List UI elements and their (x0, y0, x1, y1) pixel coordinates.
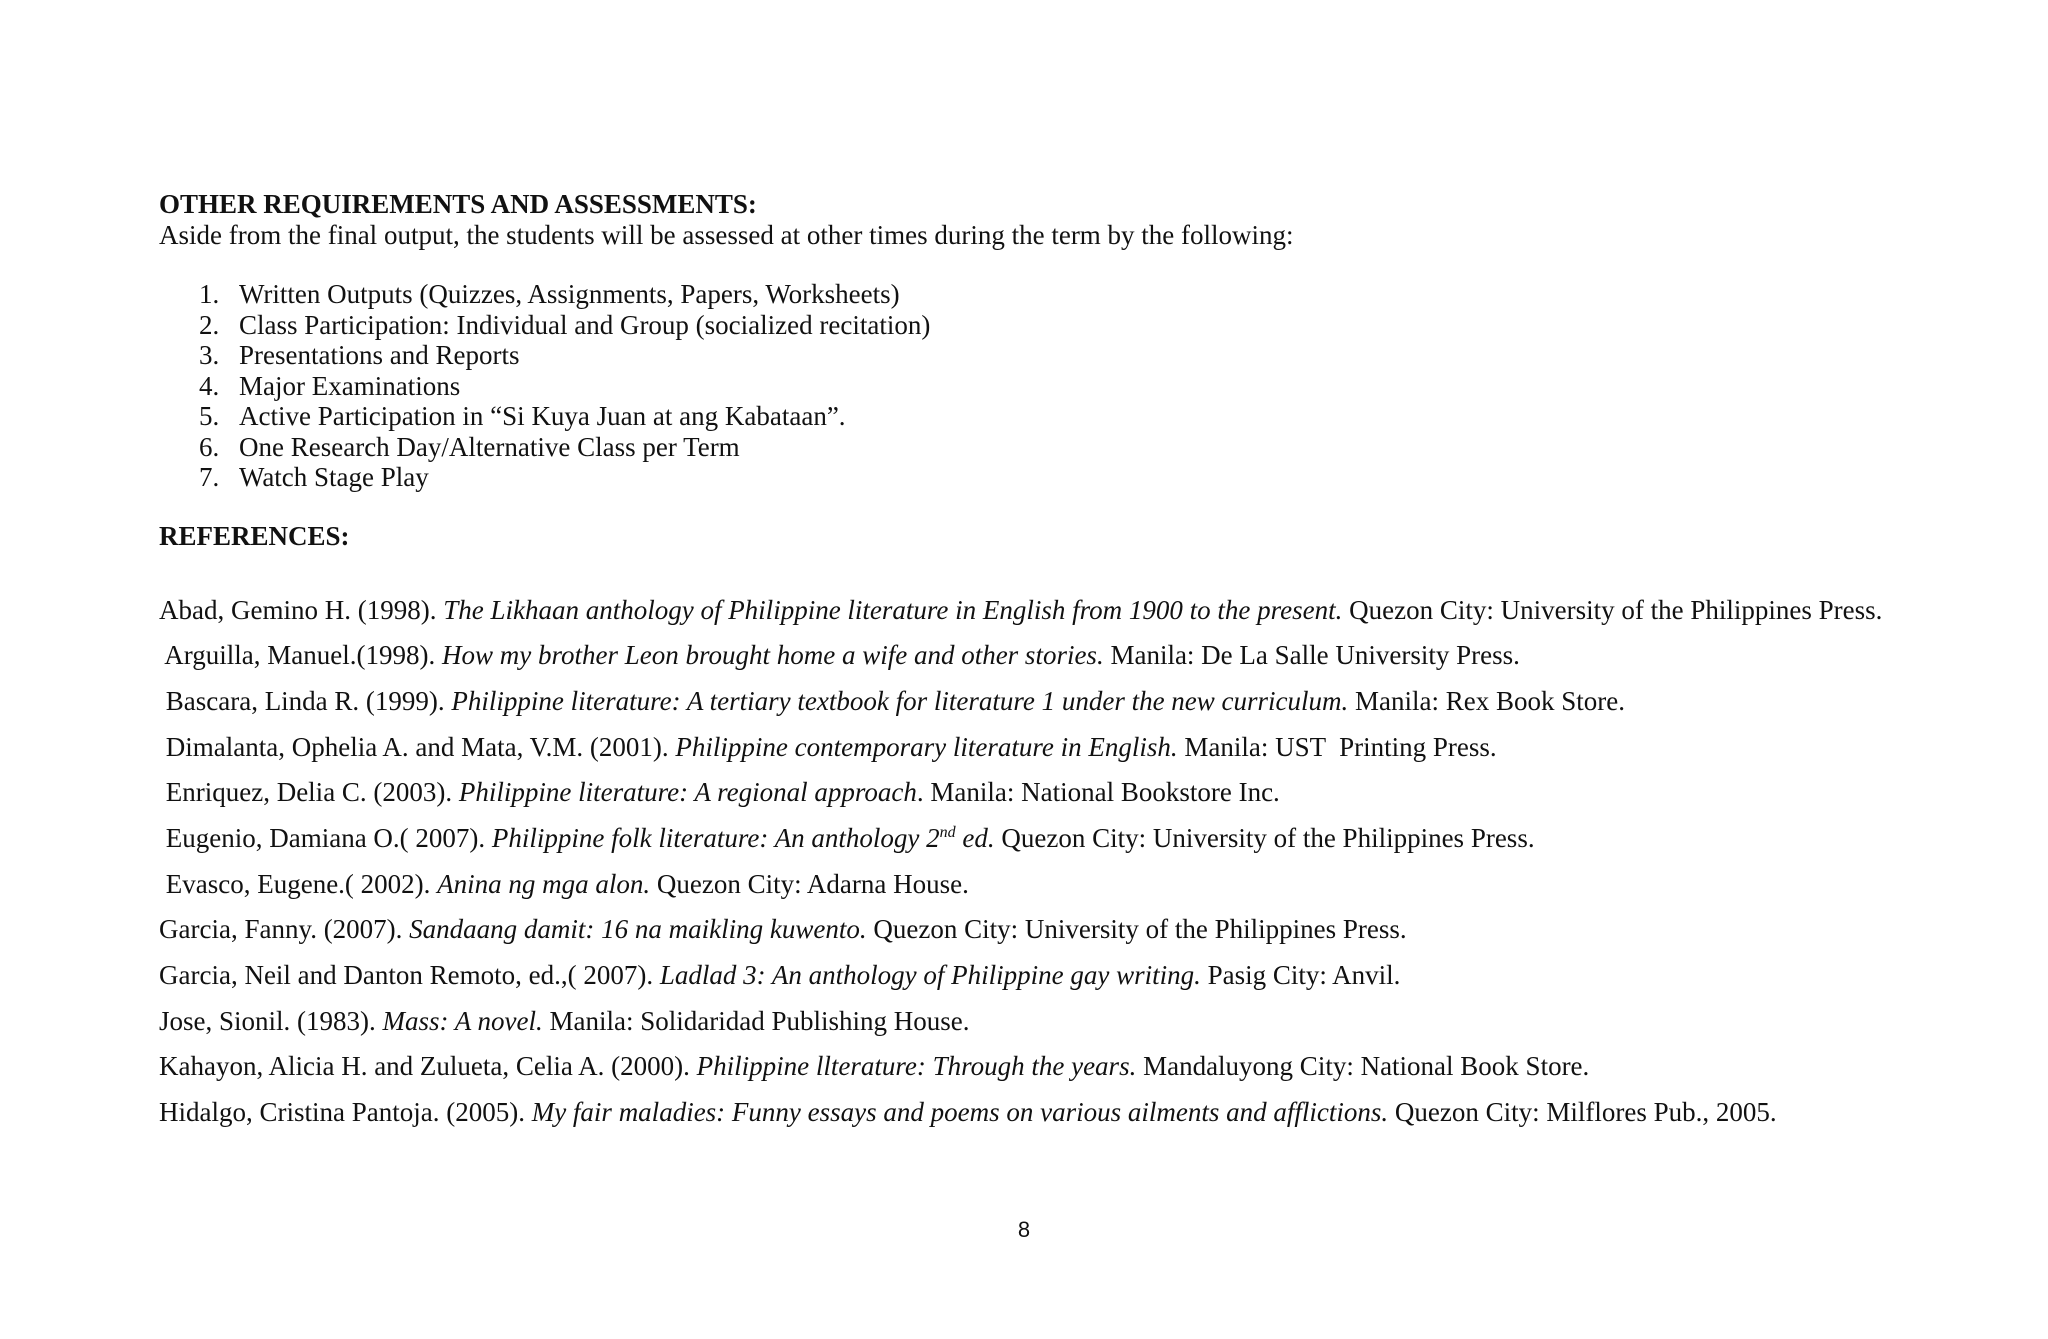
reference-item (159, 777, 1999, 823)
requirements-list (159, 279, 1999, 493)
reference-title: Philippine llterature: Through the years. (696, 1051, 1137, 1082)
reference-title-superscript: nd (939, 823, 956, 841)
reference-item (159, 914, 1999, 960)
reference-item (159, 732, 1999, 778)
reference-author: Enriquez, Delia C. (2003). (165, 777, 459, 808)
reference-author: Jose, Sionil. (1983). (159, 1005, 383, 1036)
requirements-heading: OTHER REQUIREMENTS AND ASSESSMENTS: (159, 189, 757, 219)
document-page (159, 189, 1999, 1143)
reference-title: Philippine folk literature: An anthology 2 (491, 822, 940, 853)
reference-item (159, 960, 1999, 1006)
reference-title: Sandaang damit: 16 na maikling kuwento. (409, 914, 867, 945)
reference-title: My fair maladies: Funny essays and poems on various ailments and afflictions. (531, 1097, 1389, 1128)
reference-publisher: . Manila: National Bookstore Inc. (916, 777, 1280, 808)
reference-publisher: Pasig City: Anvil. (1200, 960, 1401, 990)
list-item-text: Active Participation in “Si Kuya Juan at ang Kabataan”. (239, 401, 846, 431)
reference-indent (159, 777, 166, 807)
reference-author: Kahayon, Alicia H. and Zulueta, Celia A. (2000). (159, 1051, 697, 1082)
reference-publisher: Manila: De La Salle University Press. (1103, 640, 1520, 671)
reference-author: Arguilla, Manuel.(1998). (164, 640, 442, 671)
list-item-number: 2. (199, 309, 220, 340)
list-item-text: Written Outputs (Quizzes, Assignments, Papers, Worksheets) (239, 279, 900, 309)
reference-title: Philippine contemporary literature in English. (675, 731, 1178, 762)
list-item-number: 1. (199, 279, 220, 309)
reference-author: Bascara, Linda R. (1999). (165, 685, 452, 716)
reference-title: How my brother Leon brought home a wife and other stories. (441, 640, 1104, 671)
reference-item (159, 1097, 1999, 1143)
references-list (159, 595, 1999, 1143)
reference-author: Abad, Gemino H. (1998). (159, 594, 444, 625)
reference-item (159, 595, 1999, 641)
list-item (159, 462, 1999, 493)
list-item-text: Watch Stage Play (239, 462, 429, 492)
list-item (159, 401, 1999, 432)
list-item-number: 6. (199, 431, 220, 462)
reference-publisher: Quezon City: Adarna House. (650, 868, 969, 899)
reference-item (159, 640, 1999, 686)
reference-title: The Likhaan anthology of Philippine literature in English from 1900 to the present. (443, 594, 1343, 625)
reference-author: Hidalgo, Cristina Pantoja. (2005). (159, 1097, 532, 1128)
reference-author: Garcia, Fanny. (2007). (159, 914, 410, 945)
reference-indent (159, 869, 166, 899)
references-heading: REFERENCES: (159, 520, 350, 551)
reference-author: Eugenio, Damiana O.( 2007). (165, 822, 492, 853)
list-item-number: 4. (199, 370, 220, 401)
reference-publisher: Manila: Rex Book Store. (1348, 685, 1626, 716)
list-item-number: 7. (199, 462, 220, 492)
reference-author: Garcia, Neil and Danton Remoto, ed.,( 2007). (159, 960, 660, 990)
list-item-number: 5. (199, 401, 220, 431)
list-item (159, 371, 1999, 402)
reference-item (159, 869, 1999, 915)
reference-publisher: Quezon City: Milflores Pub., 2005. (1388, 1097, 1777, 1128)
reference-title: Philippine literature: A tertiary textbook for literature 1 under the new curriculum. (451, 685, 1349, 716)
list-item (159, 340, 1999, 371)
reference-item (159, 1051, 1999, 1097)
reference-author: Evasco, Eugene.( 2002). (165, 868, 438, 899)
requirements-intro: Aside from the final output, the students will be assessed at other times during the term by the following: (159, 220, 1294, 250)
reference-title: Anina ng mga alon. (437, 868, 651, 899)
reference-title: Philippine literature: A regional approach (458, 777, 917, 808)
reference-title: Ladlad 3: An anthology of Philippine gay writing. (659, 960, 1201, 990)
reference-title: Mass: A novel. (382, 1005, 543, 1036)
reference-indent (159, 732, 166, 762)
list-item-text: Major Examinations (239, 370, 461, 401)
page-number: 8 (1017, 1217, 1031, 1242)
reference-publisher: Manila: UST Printing Press. (1177, 731, 1497, 762)
reference-publisher: Manila: Solidaridad Publishing House. (542, 1005, 970, 1036)
list-item-number: 3. (199, 340, 220, 370)
list-item-text: Class Participation: Individual and Group (socialized recitation) (239, 309, 931, 340)
reference-publisher: Quezon City: University of the Philippines Press. (1342, 594, 1883, 625)
list-item (159, 279, 1999, 310)
list-item (159, 432, 1999, 463)
reference-indent (159, 823, 166, 853)
reference-indent (159, 686, 166, 716)
reference-publisher: Mandaluyong City: National Book Store. (1136, 1051, 1590, 1082)
reference-publisher: Quezon City: University of the Philippines Press. (866, 914, 1407, 945)
list-item-text: Presentations and Reports (239, 340, 520, 370)
reference-title-suffix: ed. (955, 822, 995, 853)
list-item-text: One Research Day/Alternative Class per Term (239, 431, 740, 462)
reference-item (159, 686, 1999, 732)
list-item (159, 310, 1999, 341)
reference-item (159, 1006, 1999, 1052)
reference-publisher: Quezon City: University of the Philippines Press. (994, 822, 1535, 853)
reference-item (159, 823, 1999, 869)
reference-author: Dimalanta, Ophelia A. and Mata, V.M. (2001). (165, 731, 676, 762)
